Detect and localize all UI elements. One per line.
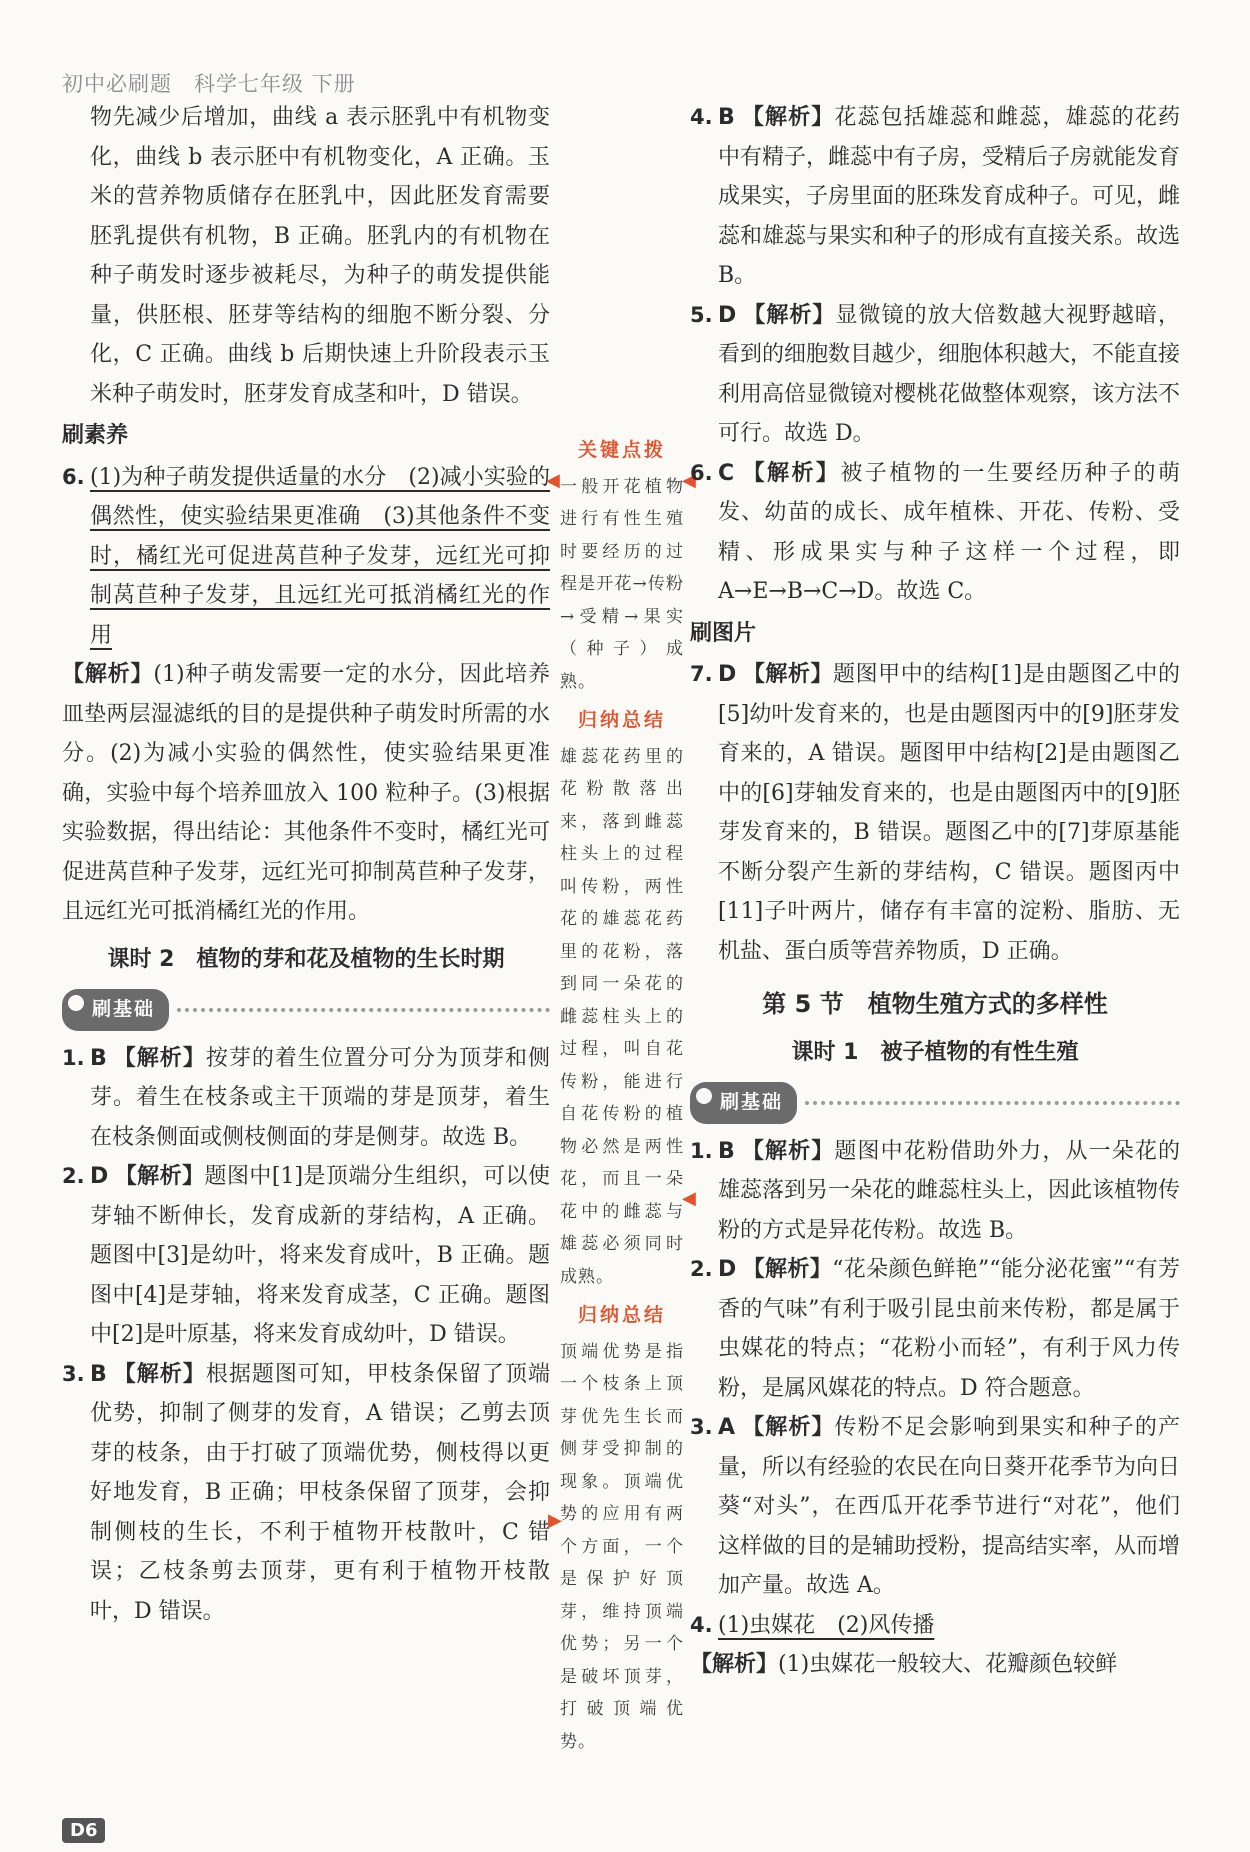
pointer-arrow-icon: ◀ (546, 470, 560, 491)
question-5: 5. D 【解析】显微镜的放大倍数越大视野越暗，看到的细胞数目越少，细胞体积越大，不能直接利用高倍显微镜对樱桃花做整体观察，该方法不可行。故选 D。 (690, 302, 1181, 446)
continued-text: 物先减少后增加，曲线 a 表示胚乳中有机物变化，曲线 b 表示胚中有机物变化，A 正确。玉米的营养物质储存在胚乳中，因此胚发育需要胚乳提供有机物，B 正确。胚乳内的有机物在种子萌发时逐步被耗尽，为种子的萌发提供能量，供胚根、胚芽等结构的细胞不断分裂、分化，C 正确。曲线 b 后期快速上升阶段表示玉米种子萌发时，胚芽发育成茎和叶，D 错误。 (90, 105, 550, 407)
section-heading: 刷图片 (690, 620, 757, 646)
section-badge (690, 1082, 1180, 1124)
answer: D (718, 302, 737, 328)
section-badge (62, 989, 550, 1031)
question-1: 1. B 【解析】按芽的着生位置分可分为顶芽和侧芽。着生在枝条或主干顶端的芽是顶芽，着生在枝条侧面或侧枝侧面的芽是侧芽。故选 B。 (62, 1045, 550, 1150)
pointer-arrow-icon: ◀ (682, 1188, 696, 1209)
question-3: 3. A 【解析】传粉不足会影响到果实和种子的产量，所以有经验的农民在向日葵开花季节为向日葵“对头”，在西瓜开花季节进行“对花”，他们这样做的目的是辅助授粉，提高结实率，从而增加产量。故选 A。 (690, 1415, 1181, 1598)
answer: B (90, 1361, 107, 1387)
note-heading: 关键点拨 (577, 439, 666, 461)
question-3: 3. B 【解析】根据题图可知，甲枝条保留了顶端优势，抑制了侧芽的发育，A 错误；乙剪去顶芽的枝条，由于打破了顶端优势，侧枝得以更好地发育，B 正确；甲枝条保留了顶芽，会抑制侧枝的生长，不利于植物开枝散叶，C 错误；乙枝条剪去顶芽，更有利于植物开枝散叶，D 错误。 (62, 1361, 550, 1624)
note-text: 顶端优势是指一个枝条上顶芽优先生长而侧芽受抑制的现象。顶端优势的应用有两个方面，一个是保护好顶芽，维持顶端优势；另一个是破坏顶芽，打破顶端优势。 (560, 1341, 684, 1752)
question-1: 1. B 【解析】题图中花粉借助外力，从一朵花的雄蕊落到另一朵花的雌蕊柱头上，因此该植物传粉的方式是异花传粉。故选 B。 (690, 1138, 1181, 1243)
answer: C (718, 460, 735, 486)
answer: (1)为种子萌发提供适量的水分 (2)减小实验的偶然性，使实验结果更准确 (3)其他条件不变时，橘红光可促进莴苣种子发芽，远红光可抑制莴苣种子发芽，且远红光可抵消橘红光的作用 (90, 464, 550, 648)
running-header: 初中必刷题 科学七年级 下册 (62, 72, 356, 96)
note-heading: 归纳总结 (577, 709, 666, 731)
lesson-title: 课时 2 植物的芽和花及植物的生长时期 (107, 946, 505, 972)
pointer-arrow-icon: ◀ (682, 470, 696, 491)
answer: (1)虫媒花 (2)风传播 (718, 1612, 935, 1638)
question-6: 6. C 【解析】被子植物的一生要经历种子的萌发、幼苗的成长、成年植株、开花、传粉、受精、形成果实与种子这样一个过程，即 A→E→B→C→D。故选 C。 (690, 460, 1180, 604)
note-heading: 归纳总结 (577, 1304, 666, 1326)
right-column (690, 98, 1180, 1685)
answer: B (718, 105, 735, 130)
badge-label: 刷基础 (690, 1082, 797, 1124)
question-4b: 4. (1)虫媒花 (2)风传播 (690, 1612, 935, 1638)
question-6 (62, 458, 550, 656)
explanation-tag: 【解析】 (62, 662, 154, 687)
lesson-title: 课时 1 被子植物的有性生殖 (791, 1039, 1079, 1065)
answer: B (90, 1045, 107, 1071)
question-number: 6. (62, 464, 85, 489)
page-number: D6 (62, 1818, 105, 1843)
answer: D (90, 1164, 109, 1189)
note-text: 雄蕊花药里的花粉散落出来，落到雌蕊柱头上的过程叫传粉，两性花的雄蕊花药里的花粉，落到同一朵花的雌蕊柱头上的过程，叫自花传粉，能进行自花传粉的植物必然是两性花，而且一朵花中的雌蕊与雄蕊必须同时成熟。 (560, 746, 684, 1287)
section-heading: 刷素养 (62, 423, 129, 448)
explanation: 【解析】(1)虫媒花一般较大、花瓣颜色较鲜 (690, 1652, 1118, 1677)
pointer-arrow-icon: ▶ (548, 1510, 562, 1531)
answer: B (718, 1138, 735, 1164)
question-2: 2. D 【解析】题图中[1]是顶端分生组织，可以使芽轴不断伸长，发育成新的芽结构，A 正确。题图中[3]是幼叶，将来发育成叶，B 正确。题图中[4]是芽轴，将来发育成茎，C 正确。题图中[2]是叶原基，将来发育成幼叶，D 错误。 (62, 1164, 550, 1347)
explanation: 【解析】(1)种子萌发需要一定的水分，因此培养皿垫两层湿滤纸的目的是提供种子萌发时所需的水分。(2)为减小实验的偶然性，使实验结果更准确，实验中每个培养皿放入 100 粒种子。(3)根据实验数据，得出结论：其他条件不变时，橘红光可促进莴苣种子发芽，远红光可抑制莴苣种子发芽，且远红光可抵消橘红光的作用。 (62, 662, 550, 924)
dotted-rule (177, 1008, 550, 1012)
question-7: 7. D 【解析】题图甲中的结构[1]是由题图乙中的[5]幼叶发育来的，也是由题图丙中的[9]胚芽发育来的，A 错误。题图甲中结构[2]是由题图乙中的[6]芽轴发育来的，也是由题图丙中的[9]胚芽发育来的，B 错误。题图乙中的[7]芽原基能不断分裂产生新的芽结构，C 错误。题图丙中[11]子叶两片，储存有丰富的淀粉、脂肪、无机盐、蛋白质等营养物质，D 正确。 (690, 662, 1180, 964)
answer: D (718, 662, 737, 687)
sidebar-notes (560, 428, 684, 1758)
answer: A (718, 1415, 736, 1440)
note-text: 一般开花植物进行有性生殖时要经历的过程是开花→传粉→受精→果实（种子）成熟。 (560, 476, 684, 692)
chapter-title: 第 5 节 植物生殖方式的多样性 (762, 990, 1108, 1018)
dotted-rule (805, 1101, 1180, 1105)
badge-label: 刷基础 (62, 989, 169, 1031)
answer: D (718, 1257, 737, 1282)
question-2: 2. D 【解析】“花朵颜色鲜艳”“能分泌花蜜”“有芳香的气味”有利于吸引昆虫前来传粉，都是属于虫媒花的特点；“花粉小而轻”，有利于风力传粉，是属风媒花的特点。D 符合题意。 (690, 1257, 1180, 1401)
left-column (62, 98, 550, 1631)
question-4: 4. B 【解析】花蕊包括雄蕊和雌蕊，雄蕊的花药中有精子，雌蕊中有子房，受精后子房就能发育成果实，子房里面的胚珠发育成种子。可见，雌蕊和雄蕊与果实和种子的形成有直接关系。故选 B。 (690, 105, 1181, 288)
